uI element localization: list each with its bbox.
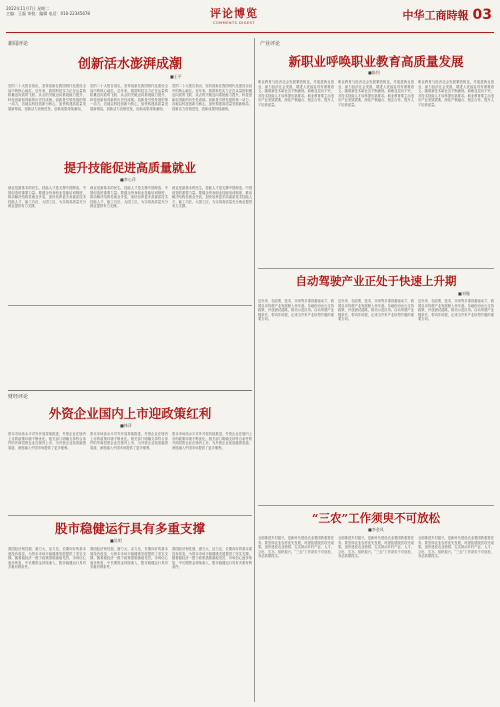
- article-body: 就业是最基本的民生。技能人才是支撑中国制造、中国创造的重要力量。要健全终身职业技能培训制度，推动解决结构性就业矛盾，加快培养更多高素质技术技能人才、能工巧匠、大国工匠，为实现高质量充分就业提供有力支撑。: [8, 186, 86, 209]
- article-body: 我国经济韧性强、潜力大、活力足，长期向好的基本面没有改变，为资本市场平稳健康发展提供了坚实支撑。随着稳经济一揽子政策措施落地见效，市场信心逐步恢复，中长期资金持续流入，股市稳健运行具有多重有利条件。: [90, 547, 168, 570]
- section-title: 评论博览: [210, 7, 258, 20]
- article-byline: ■李心萍: [120, 177, 136, 182]
- article-byline: ■王平: [170, 74, 182, 79]
- article-body: 职业教育与经济社会发展紧密相连，对促进就业创业、助力经济社会发展、增进人民福祉具有重要意义。随着新技术新业态不断涌现，新职业层出不穷，对技术技能人才培养提出新要求。职业教育要主动适应产业发展需要，深化产教融合、校企合作，提升人才培养质量。: [338, 80, 414, 107]
- section-title-en: COMMENTS DIGEST: [212, 21, 256, 25]
- article-body: 近年来，在政策、技术、市场等多重因素驱动下，我国自动驾驶产业发展驶入快车道。各地纷纷出台支持政策，开放测试道路，推动示范应用。自动驾驶产业链条长、带动作用强，正成为汽车产业转型升级的重要方向。: [338, 299, 414, 322]
- article-byline: ■林萍: [120, 423, 132, 428]
- article-divider-right-1: [258, 268, 494, 269]
- section-label-left: 新闻评论: [8, 41, 29, 47]
- article-body: 我国经济韧性强、潜力大、活力足，长期向好的基本面没有改变，为资本市场平稳健康发展提供了坚实支撑。随着稳经济一揽子政策措施落地见效，市场信心逐步恢复，中长期资金持续流入，股市稳健运行具有多重有利条件。: [172, 547, 252, 570]
- section-label-right: 产业评论: [260, 41, 281, 47]
- masthead-editor-info: 主编：王磊 审校：编辑 电话：010-22345678: [6, 11, 90, 16]
- article-byline: ■陈钊: [368, 70, 380, 75]
- article-headline: 新职业呼唤职业教育高质量发展: [288, 54, 464, 69]
- masthead-info: [6, 6, 90, 16]
- article-divider-left-1: [8, 305, 252, 306]
- article-body: 全面推进乡村振兴，是新时代建设农业强国的重要任务。要坚持农业农村优先发展，巩固拓展脱贫攻坚成果，加快建设农业强国，扎实推动乡村产业、人才、文化、生态、组织振兴。“三农”工作须臾不可放松，务必抓紧抓实。: [338, 536, 414, 559]
- section-divider-left: [8, 390, 252, 391]
- article-body: 就业是最基本的民生。技能人才是支撑中国制造、中国创造的重要力量。要健全终身职业技能培训制度，推动解决结构性就业矛盾，加快培养更多高素质技术技能人才、能工巧匠、大国工匠，为实现高质量充分就业提供有力支撑。: [90, 186, 168, 209]
- article-body: 党的二十大报告指出，坚持创新在我国现代化建设全局中的核心地位。近年来，我国科技实力正在从量的积累迈向质的飞跃、从点的突破迈向系统能力提升，科技创新取得新的历史性成就。创新是引领发展的第一动力，各地以科技创新为核心，加快构建高质量发展新格局，创新活力竞相迸发，创新成果持续涌现。: [90, 84, 168, 111]
- column-divider: [254, 38, 255, 702]
- article-body: 职业教育与经济社会发展紧密相连，对促进就业创业、助力经济社会发展、增进人民福祉具有重要意义。随着新技术新业态不断涌现，新职业层出不穷，对技术技能人才培养提出新要求。职业教育要主动适应产业发展需要，深化产教融合、校企合作，提升人才培养质量。: [418, 80, 494, 107]
- article-headline: 自动驾驶产业正处于快速上升期: [295, 274, 457, 288]
- masthead-date: 2022年11月7日 星期二: [6, 6, 50, 11]
- article-body: 全面推进乡村振兴，是新时代建设农业强国的重要任务。要坚持农业农村优先发展，巩固拓展脱贫攻坚成果，加快建设农业强国，扎实推动乡村产业、人才、文化、生态、组织振兴。“三农”工作须臾不可放松，务必抓紧抓实。: [418, 536, 494, 559]
- article-byline: ■李金凤: [368, 527, 384, 532]
- article-headline: 提升技能促进高质量就业: [63, 161, 196, 175]
- article-divider-left-2: [8, 515, 252, 516]
- article-headline: “三农”工作须臾不可放松: [311, 511, 441, 525]
- article-body: 党的二十大报告指出，坚持创新在我国现代化建设全局中的核心地位。近年来，我国科技实力正在从量的积累迈向质的飞跃、从点的突破迈向系统能力提升，科技创新取得新的历史性成就。创新是引领发展的第一动力，各地以科技创新为核心，加快构建高质量发展新格局，创新活力竞相迸发，创新成果持续涌现。: [8, 84, 86, 111]
- section-label-left-mid: 财经评论: [8, 394, 29, 400]
- masthead: [6, 4, 494, 33]
- article-byline: ■吴明: [110, 538, 122, 543]
- article-body: 全面推进乡村振兴，是新时代建设农业强国的重要任务。要坚持农业农村优先发展，巩固拓展脱贫攻坚成果，加快建设农业强国，扎实推动乡村产业、人才、文化、生态、组织振兴。“三农”工作须臾不可放松，务必抓紧抓实。: [258, 536, 334, 559]
- article-headline: 创新活水澎湃成潮: [77, 57, 182, 72]
- article-body: 资本市场高水平对外开放持续推进，外资企业在境内上市的政策环境不断优化。相关部门明确支持符合条件的外商投资企业在境内上市，为外资企业拓宽融资渠道、深度融入中国市场提供了更多便利。: [172, 432, 252, 450]
- article-headline: 股市稳健运行具有多重支撑: [54, 521, 205, 536]
- article-body: 资本市场高水平对外开放持续推进，外资企业在境内上市的政策环境不断优化。相关部门明确支持符合条件的外商投资企业在境内上市，为外资企业拓宽融资渠道、深度融入中国市场提供了更多便利。: [8, 432, 86, 450]
- masthead-section: [204, 5, 264, 25]
- article-body: 资本市场高水平对外开放持续推进，外资企业在境内上市的政策环境不断优化。相关部门明确支持符合条件的外商投资企业在境内上市，为外资企业拓宽融资渠道、深度融入中国市场提供了更多便利。: [90, 432, 168, 450]
- page-number: 03: [472, 7, 492, 23]
- article-body: 职业教育与经济社会发展紧密相连，对促进就业创业、助力经济社会发展、增进人民福祉具有重要意义。随着新技术新业态不断涌现，新职业层出不穷，对技术技能人才培养提出新要求。职业教育要主动适应产业发展需要，深化产教融合、校企合作，提升人才培养质量。: [258, 80, 334, 107]
- article-body: 党的二十大报告指出，坚持创新在我国现代化建设全局中的核心地位。近年来，我国科技实力正在从量的积累迈向质的飞跃、从点的突破迈向系统能力提升，科技创新取得新的历史性成就。创新是引领发展的第一动力，各地以科技创新为核心，加快构建高质量发展新格局，创新活力竞相迸发，创新成果持续涌现。: [172, 84, 252, 111]
- article-body: 近年来，在政策、技术、市场等多重因素驱动下，我国自动驾驶产业发展驶入快车道。各地纷纷出台支持政策，开放测试道路，推动示范应用。自动驾驶产业链条长、带动作用强，正成为汽车产业转型升级的重要方向。: [418, 299, 494, 322]
- article-body: 我国经济韧性强、潜力大、活力足，长期向好的基本面没有改变，为资本市场平稳健康发展提供了坚实支撑。随着稳经济一揽子政策措施落地见效，市场信心逐步恢复，中长期资金持续流入，股市稳健运行具有多重有利条件。: [8, 547, 86, 570]
- article-body: 近年来，在政策、技术、市场等多重因素驱动下，我国自动驾驶产业发展驶入快车道。各地纷纷出台支持政策，开放测试道路，推动示范应用。自动驾驶产业链条长、带动作用强，正成为汽车产业转型升级的重要方向。: [258, 299, 334, 322]
- newspaper-name: 中华工商時報: [402, 9, 469, 22]
- newspaper-logo: [403, 7, 492, 23]
- article-body: 就业是最基本的民生。技能人才是支撑中国制造、中国创造的重要力量。要健全终身职业技能培训制度，推动解决结构性就业矛盾，加快培养更多高素质技术技能人才、能工巧匠、大国工匠，为实现高质量充分就业提供有力支撑。: [172, 186, 252, 209]
- article-divider-right-2: [258, 505, 494, 506]
- article-byline: ■刘瑾: [458, 291, 470, 296]
- article-headline: 外资企业国内上市迎政策红利: [48, 406, 212, 421]
